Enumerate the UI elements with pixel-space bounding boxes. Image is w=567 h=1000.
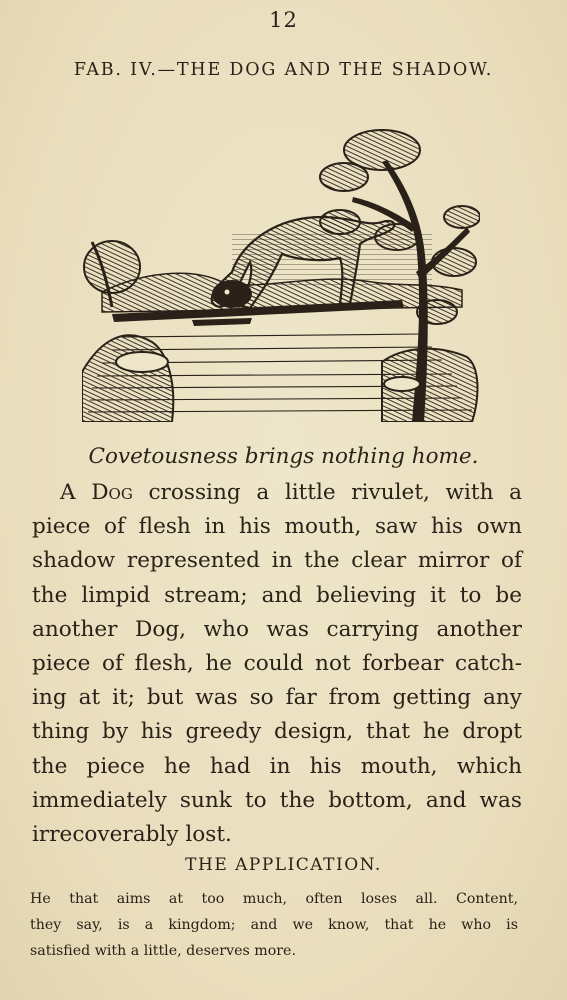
application-heading: THE APPLICATION.	[185, 855, 382, 875]
body-line: the piece he had in his mouth, which	[32, 753, 522, 779]
body-line: the limpid stream; and believing it to be	[32, 582, 522, 608]
application-line: they say, is a kingdom; and we know, that he who is	[30, 917, 518, 933]
body-line: shadow represented in the clear mirror of	[32, 548, 522, 574]
body-line: piece of flesh in his mouth, saw his own	[32, 514, 522, 540]
body-line: piece of flesh, he could not forbear catch-	[32, 651, 522, 677]
application-line: satisfied with a little, deserves more.	[30, 943, 296, 959]
body-line: ing at it; but was so far from getting any	[32, 685, 522, 711]
page-number: 12	[269, 8, 298, 32]
body-line: A Dog crossing a little rivulet, with a	[60, 480, 522, 505]
body-line: another Dog, who was carrying another	[32, 616, 522, 642]
application-text	[30, 886, 518, 964]
body-first-word: A Dog	[60, 480, 133, 505]
fable-title: FAB. IV.—THE DOG AND THE SHADOW.	[73, 60, 494, 80]
fable-motto: Covetousness brings nothing home.	[88, 444, 479, 469]
application-line: He that aims at too much, often loses all. Content,	[30, 891, 518, 907]
body-line: thing by his greedy design, that he dropt	[32, 719, 522, 745]
body-line: immediately sunk to the bottom, and was	[32, 787, 522, 813]
body-line: irrecoverably lost.	[32, 822, 232, 848]
woodcut-illustration	[82, 122, 480, 422]
fable-body	[32, 476, 522, 852]
